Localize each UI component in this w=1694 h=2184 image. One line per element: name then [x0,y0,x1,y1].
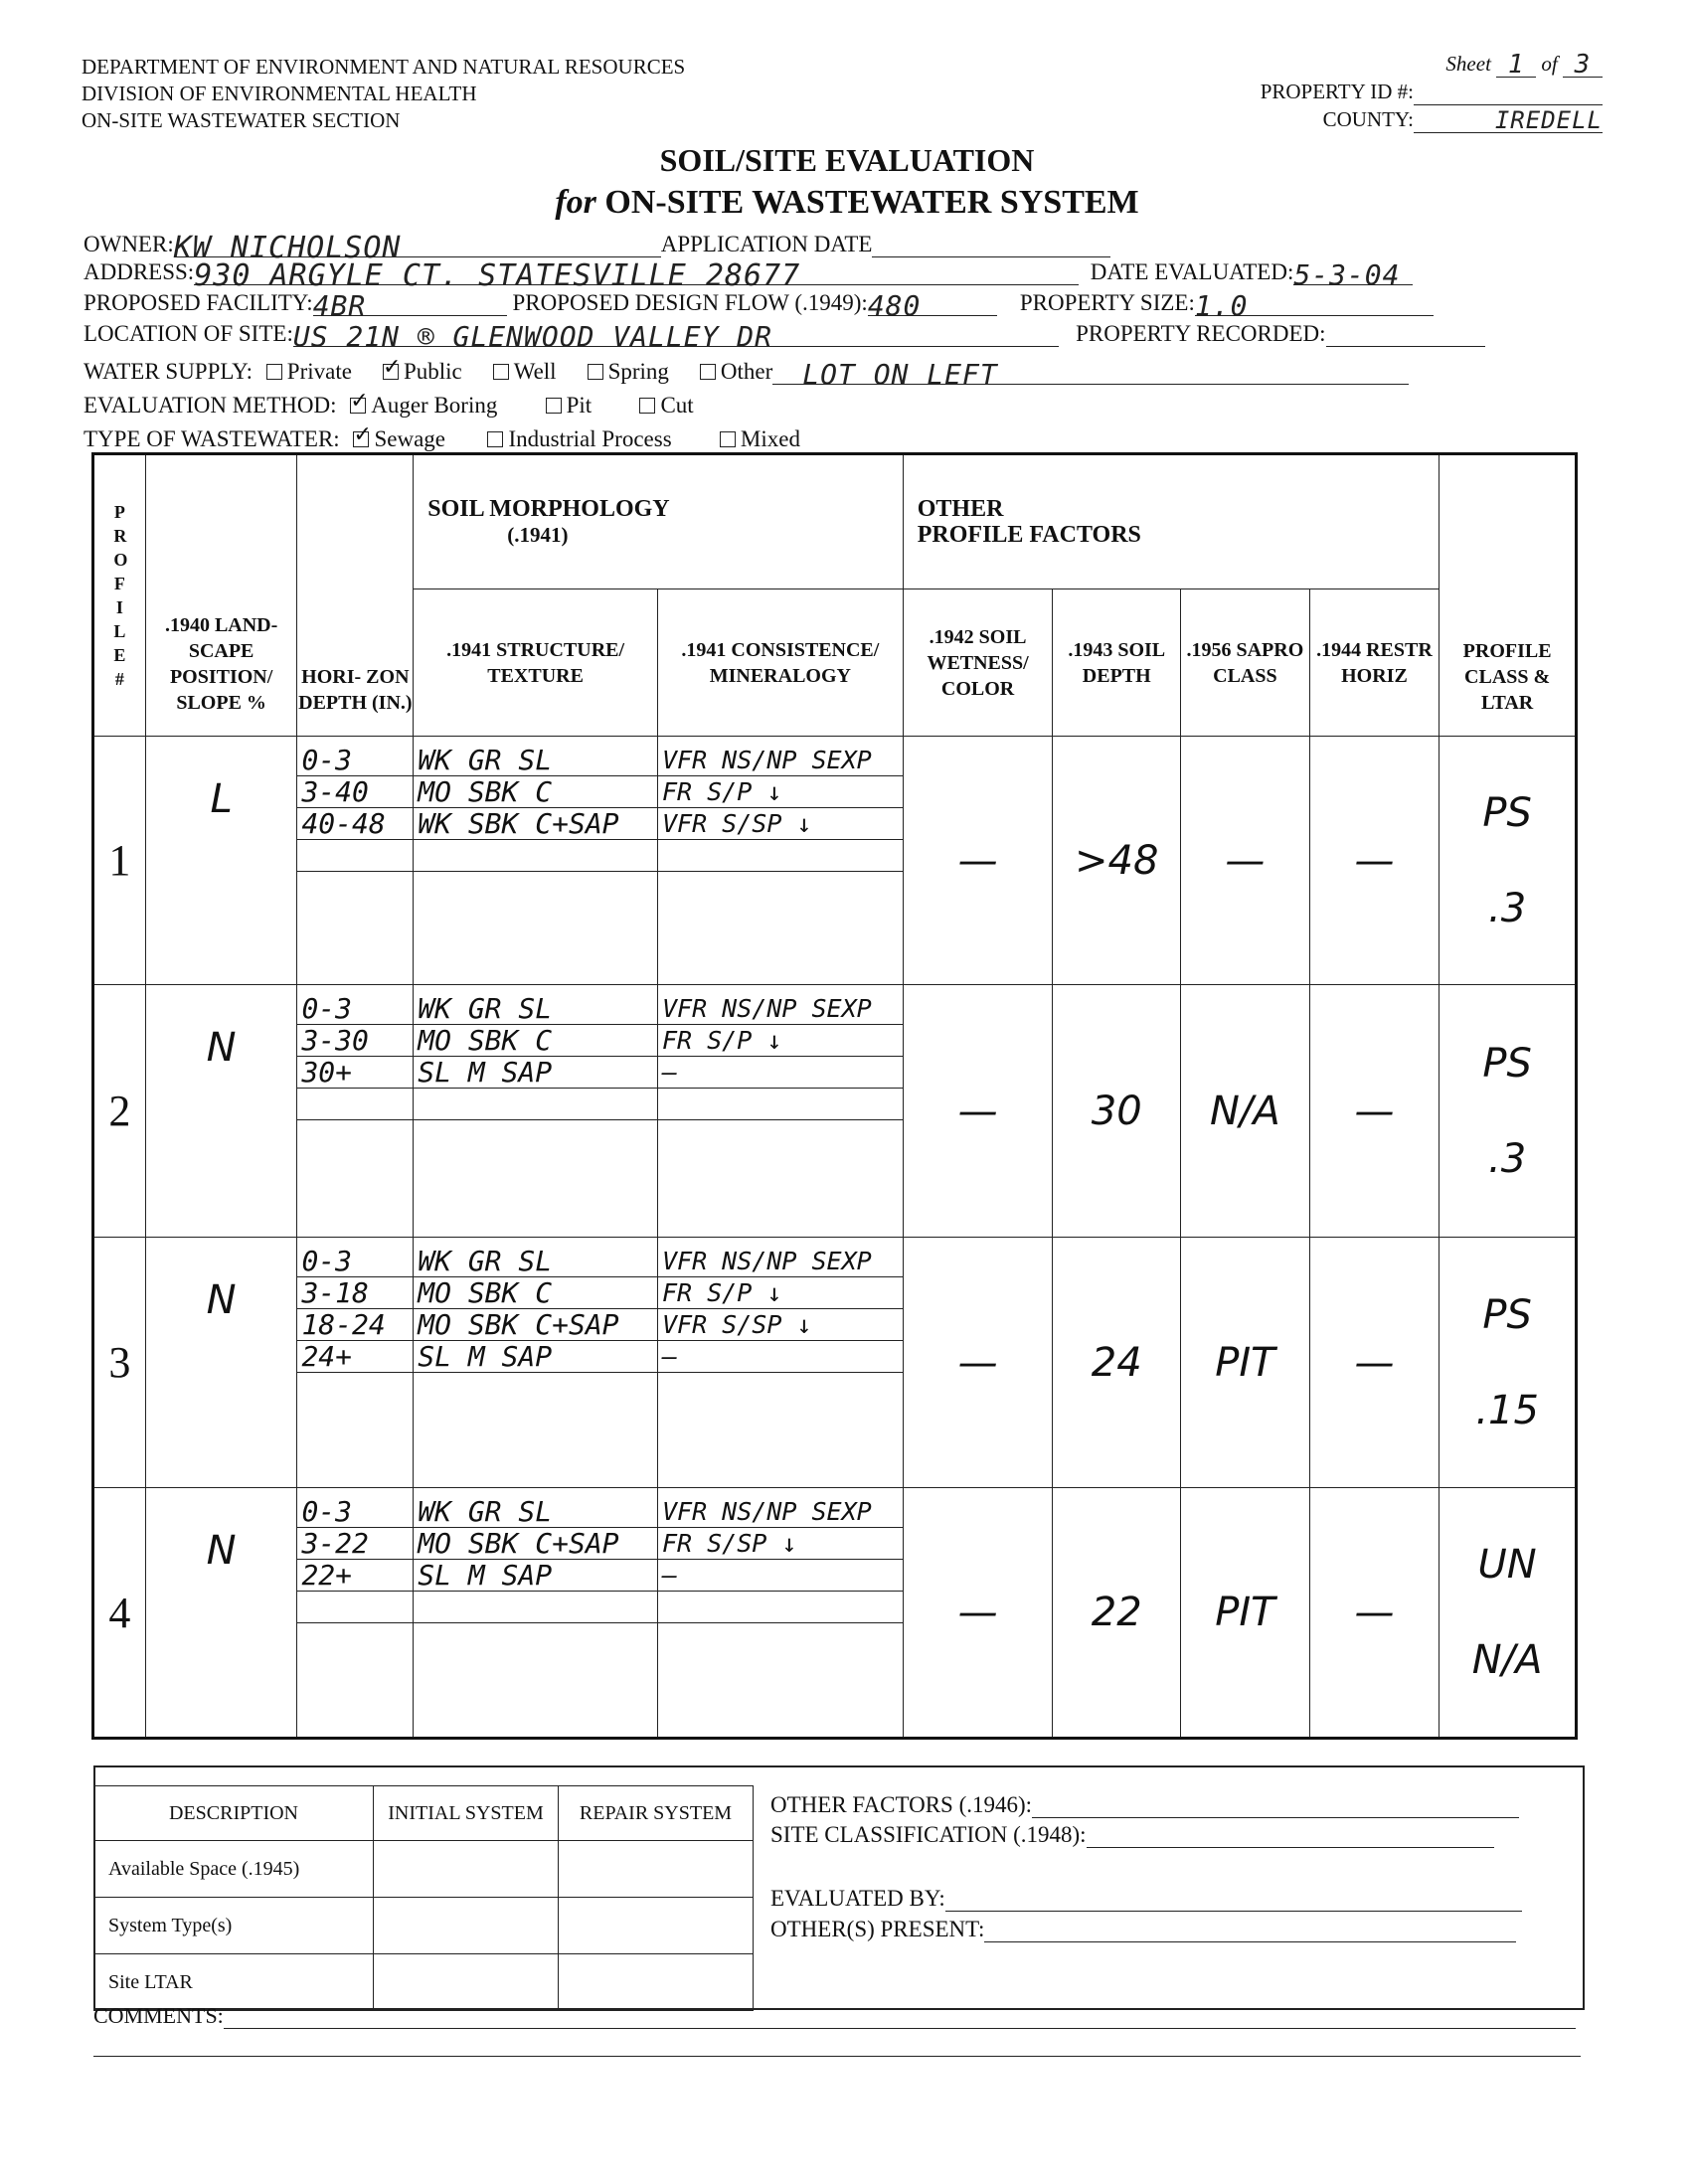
depths-entry[interactable]: 24+ [297,1341,413,1373]
consistence-cell [657,985,903,1238]
landscape-header: .1940 LAND- SCAPE POSITION/ SLOPE % [145,454,297,737]
sheet-num-value[interactable]: 1 [1496,51,1536,78]
facility-field[interactable]: 4BR [313,289,507,316]
consistence-entry[interactable] [658,1089,903,1120]
profile-row [93,1488,1577,1739]
consistence-entry[interactable]: — [658,1560,903,1592]
structure-entry[interactable] [414,1373,657,1404]
structure-entry[interactable]: SL M SAP [414,1560,657,1592]
soil-depth-header: .1943 SOIL DEPTH [1053,589,1181,737]
consistence-cell [657,737,903,985]
structure-entry[interactable]: SL M SAP [414,1341,657,1373]
ltar-value[interactable]: .3 [1488,1135,1527,1182]
structure-entry[interactable]: WK GR SL [414,993,657,1025]
consistence-entry[interactable]: VFR NS/NP SEXP [658,993,903,1025]
system-type-label: System Type(s) [94,1898,374,1954]
profile-number-header: P R O F I L E # [93,454,146,737]
soil-morphology-header: SOIL MORPHOLOGY (.1941) [414,454,904,589]
site-classification: SITE CLASSIFICATION (.1948): [770,1822,1494,1848]
consistence-entry[interactable] [658,1592,903,1623]
system-table [93,1785,754,2011]
profile-number[interactable]: 4 [93,1488,146,1739]
sheet-total-value[interactable]: 3 [1563,51,1603,78]
depths-entry[interactable]: 30+ [297,1057,413,1089]
structure-entry[interactable] [414,1623,657,1654]
form-subtitle: for ON-SITE WASTEWATER SYSTEM [555,184,1139,221]
structure-entry[interactable]: WK GR SL [414,1496,657,1528]
sapro-class[interactable]: N/A [1181,985,1310,1238]
profile-class-cell [1440,1238,1577,1488]
sheet-number: Sheet 1 of 3 [1261,50,1603,78]
other-supply-field[interactable]: LOT ON LEFT [772,358,1409,385]
structure-entry[interactable]: MO SBK C+SAP [414,1528,657,1560]
ltar-value[interactable]: .15 [1475,1387,1539,1433]
consistence-cell [657,1488,903,1739]
dept-line-3: ON-SITE WASTEWATER SECTION [82,108,401,132]
restr-horiz[interactable]: — [1309,985,1440,1238]
profile-number[interactable]: 2 [93,985,146,1238]
profile-row [93,737,1577,985]
dept-line-2: DIVISION OF ENVIRONMENTAL HEALTH [82,82,477,105]
address-field[interactable]: 930 ARGYLE CT. STATESVILLE 28677 [194,258,1079,285]
consistence-header: .1941 CONSISTENCE/ MINERALOGY [657,589,903,737]
structure-entry[interactable]: MO SBK C [414,1025,657,1057]
landscape-position[interactable]: N [145,985,297,1238]
evaluated-by: EVALUATED BY: [770,1886,1522,1912]
depths-entry[interactable]: 3-40 [297,776,413,808]
soil-wetness[interactable]: — [903,1488,1053,1739]
site-ltar-repair[interactable] [559,1954,754,2011]
owner-row: OWNER:KW NICHOLSON APPLICATION DATE [84,231,1110,257]
soil-wetness[interactable]: — [903,737,1053,985]
depths-cell [297,1488,414,1739]
profile-row [93,1238,1577,1488]
soil-wetness[interactable]: — [903,1238,1053,1488]
consistence-entry[interactable]: FR S/P ↓ [658,1277,903,1309]
evaluated-by-field[interactable] [945,1889,1522,1912]
address-row: ADDRESS:930 ARGYLE CT. STATESVILLE 28677 DATE EVALUATED:5-3-04 [84,258,1413,285]
structure-entry[interactable] [414,1592,657,1623]
consistence-entry[interactable] [658,1373,903,1404]
spring-checkbox[interactable] [588,364,603,380]
profile-row [93,985,1577,1238]
initial-system-header: INITIAL SYSTEM [374,1786,559,1841]
location-row: LOCATION OF SITE:US 21N ® GLENWOOD VALLEY DR PROPERTY RECORDED: [84,320,1485,347]
soil-depth[interactable]: 22 [1053,1488,1181,1739]
consistence-entry[interactable]: VFR NS/NP SEXP [658,1496,903,1528]
wetness-header: .1942 SOIL WETNESS/ COLOR [903,589,1053,737]
profile-class-header: PROFILE CLASS & LTAR [1440,454,1577,737]
restr-header: .1944 RESTR HORIZ [1309,589,1440,737]
consistence-entry[interactable]: FR S/SP ↓ [658,1528,903,1560]
depths-entry[interactable] [297,1592,413,1623]
structure-entry[interactable] [414,1089,657,1120]
depths-entry[interactable] [297,1373,413,1404]
available-space-label: Available Space (.1945) [94,1841,374,1898]
landscape-position[interactable]: N [145,1238,297,1488]
structure-entry[interactable]: MO SBK C [414,776,657,808]
department-header [82,54,685,134]
water-supply-row: WATER SUPPLY: Private ✓ Public Well Spring Other LOT ON LEFT [84,358,1409,385]
well-checkbox[interactable] [493,364,509,380]
soil-depth[interactable]: 24 [1053,1238,1181,1488]
depths-entry[interactable]: 3-18 [297,1277,413,1309]
landscape-position[interactable]: N [145,1488,297,1739]
consistence-entry[interactable] [658,872,903,903]
landscape-position[interactable]: L [145,737,297,985]
sapro-header: .1956 SAPRO CLASS [1181,589,1310,737]
depths-entry[interactable] [297,1089,413,1120]
cut-checkbox[interactable] [639,398,655,414]
depths-entry[interactable]: 0-3 [297,1496,413,1528]
depths-entry[interactable]: 0-3 [297,993,413,1025]
property-recorded-field[interactable] [1326,320,1485,347]
consistence-entry[interactable] [658,1120,903,1151]
private-checkbox[interactable] [266,364,282,380]
dept-line-1: DEPARTMENT OF ENVIRONMENT AND NATURAL RESOURCES [82,55,686,79]
depths-entry[interactable] [297,1120,413,1151]
structure-entry[interactable]: MO SBK C+SAP [414,1309,657,1341]
form-title: SOIL/SITE EVALUATION [659,142,1035,178]
comments-row: COMMENTS: [93,2003,1576,2029]
auger-boring-checkbox[interactable] [350,398,366,414]
depths-entry[interactable]: 18-24 [297,1309,413,1341]
public-checkbox[interactable] [383,364,399,380]
depths-entry[interactable] [297,1623,413,1654]
depths-entry[interactable] [297,840,413,872]
sapro-class[interactable]: PIT [1181,1238,1310,1488]
consistence-cell [657,1238,903,1488]
depths-cell [297,1238,414,1488]
profile-class[interactable]: UN [1477,1542,1537,1588]
depths-entry[interactable]: 3-22 [297,1528,413,1560]
horizon-depth-header: HORI- ZON DEPTH (IN.) [297,454,414,737]
restr-horiz[interactable]: — [1309,1488,1440,1739]
depths-entry[interactable] [297,872,413,903]
system-type-initial[interactable] [374,1898,559,1954]
available-space-repair[interactable] [559,1841,754,1898]
ltar-value[interactable]: .3 [1488,885,1527,931]
county-field[interactable]: IREDELL [1414,106,1603,133]
structure-entry[interactable]: SL M SAP [414,1057,657,1089]
depths-entry[interactable]: 0-3 [297,1246,413,1277]
site-ltar-label: Site LTAR [94,1954,374,2011]
consistence-entry[interactable] [658,1623,903,1654]
structure-entry[interactable]: WK GR SL [414,1246,657,1277]
depths-entry[interactable]: 40-48 [297,808,413,840]
consistence-entry[interactable]: — [658,1057,903,1089]
depths-entry[interactable]: 3-30 [297,1025,413,1057]
structure-entry[interactable]: MO SBK C [414,1277,657,1309]
other-checkbox[interactable] [700,364,716,380]
profile-class[interactable]: PS [1482,1291,1532,1338]
structure-entry[interactable]: WK SBK C+SAP [414,808,657,840]
soil-wetness[interactable]: — [903,985,1053,1238]
others-present-field[interactable] [984,1920,1516,1942]
profile-class[interactable]: PS [1482,789,1532,836]
site-ltar-initial[interactable] [374,1954,559,2011]
date-evaluated-field[interactable]: 5-3-04 [1293,258,1413,285]
repair-system-header: REPAIR SYSTEM [559,1786,754,1841]
other-factors: OTHER FACTORS (.1946): [770,1792,1519,1818]
comments-line-2 [93,2056,1581,2057]
sheet-header [1261,50,1603,133]
consistence-entry[interactable]: VFR NS/NP SEXP [658,745,903,776]
wastewater-type-row: TYPE OF WASTEWATER: ✓ Sewage Industrial Process Mixed [84,426,800,452]
comments-field[interactable] [224,2006,1576,2029]
structure-header: .1941 STRUCTURE/ TEXTURE [414,589,658,737]
site-classification-field[interactable] [1087,1825,1494,1848]
structure-entry[interactable] [414,872,657,903]
structure-entry[interactable] [414,840,657,872]
structure-cell [414,1238,658,1488]
structure-cell [414,737,658,985]
consistence-entry[interactable]: FR S/P ↓ [658,776,903,808]
available-space-initial[interactable] [374,1841,559,1898]
soil-evaluation-table [91,452,1578,1740]
system-type-repair[interactable] [559,1898,754,1954]
consistence-entry[interactable] [658,840,903,872]
facility-row: PROPOSED FACILITY:4BR PROPOSED DESIGN FLOW (.1949):480 PROPERTY SIZE:1.0 [84,289,1434,316]
property-size-field[interactable]: 1.0 [1195,289,1434,316]
profile-class[interactable]: PS [1482,1040,1532,1087]
profile-class-cell [1440,985,1577,1238]
design-flow-field[interactable]: 480 [868,289,997,316]
app-date-field[interactable] [872,231,1110,257]
industrial-checkbox[interactable] [487,431,503,447]
depths-entry[interactable]: 0-3 [297,745,413,776]
depths-cell [297,737,414,985]
structure-entry[interactable]: WK GR SL [414,745,657,776]
consistence-entry[interactable]: VFR S/SP ↓ [658,1309,903,1341]
property-id-field[interactable] [1414,79,1603,105]
owner-field[interactable]: KW NICHOLSON [174,231,661,257]
consistence-entry[interactable]: VFR S/SP ↓ [658,808,903,840]
others-present: OTHER(S) PRESENT: [770,1917,1516,1942]
sapro-class[interactable]: — [1181,737,1310,985]
structure-entry[interactable] [414,1120,657,1151]
soil-depth[interactable]: >48 [1053,737,1181,985]
other-factors-field[interactable] [1032,1795,1519,1818]
consistence-entry[interactable]: FR S/P ↓ [658,1025,903,1057]
structure-cell [414,985,658,1238]
depths-entry[interactable]: 22+ [297,1560,413,1592]
county: COUNTY: IREDELL [1322,106,1603,134]
consistence-entry[interactable]: — [658,1341,903,1373]
mixed-checkbox[interactable] [720,431,736,447]
sapro-class[interactable]: PIT [1181,1488,1310,1739]
ltar-value[interactable]: N/A [1471,1637,1543,1683]
profile-number[interactable]: 1 [93,737,146,985]
profile-class-cell [1440,1488,1577,1739]
restr-horiz[interactable]: — [1309,737,1440,985]
profile-class-cell [1440,737,1577,985]
description-header: DESCRIPTION [94,1786,374,1841]
pit-checkbox[interactable] [546,398,562,414]
sewage-checkbox[interactable] [353,431,369,447]
evaluation-method-row: EVALUATION METHOD: ✓ Auger Boring Pit Cut [84,393,694,419]
soil-depth[interactable]: 30 [1053,985,1181,1238]
other-factors-header: OTHER PROFILE FACTORS [903,454,1440,589]
profile-number[interactable]: 3 [93,1238,146,1488]
restr-horiz[interactable]: — [1309,1238,1440,1488]
consistence-entry[interactable]: VFR NS/NP SEXP [658,1246,903,1277]
location-field[interactable]: US 21N ® GLENWOOD VALLEY DR [293,320,1059,347]
structure-cell [414,1488,658,1739]
depths-cell [297,985,414,1238]
property-id: PROPERTY ID #: [1261,78,1603,105]
